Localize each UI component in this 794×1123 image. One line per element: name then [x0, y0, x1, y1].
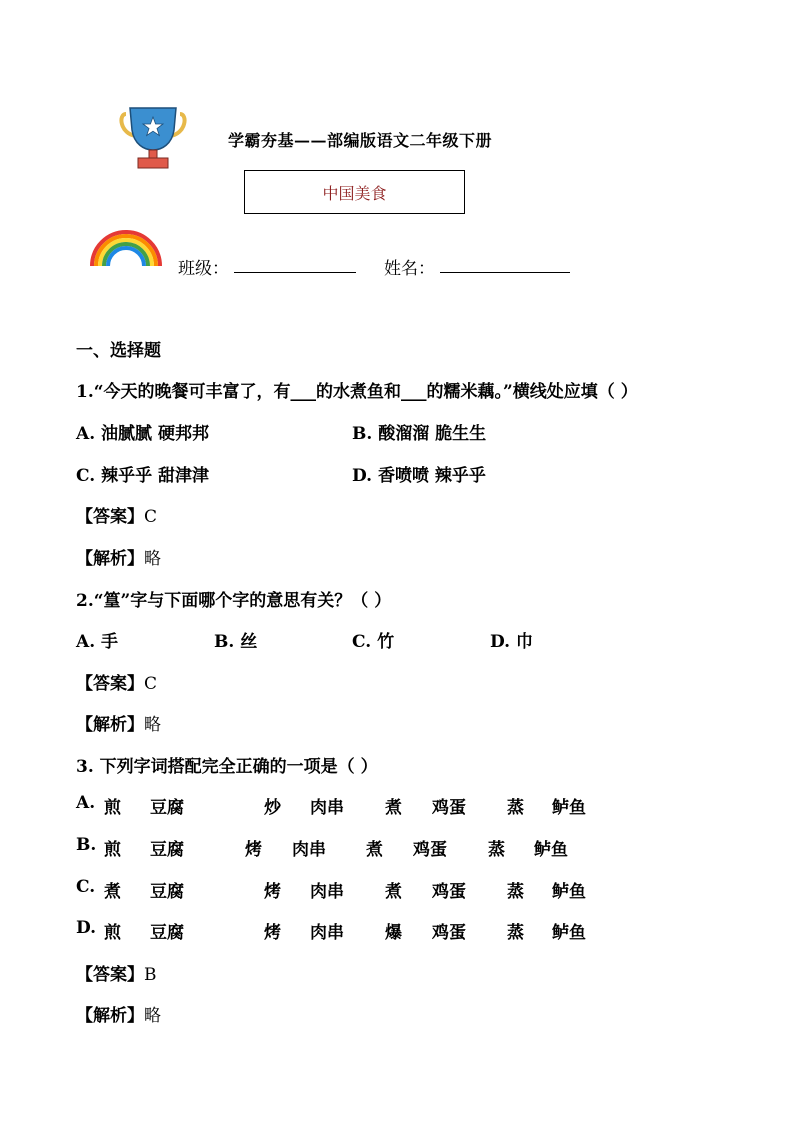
q2-stem: 2.“篁”字与下面哪个字的意思有关？（ ）	[76, 591, 392, 611]
q3-verb: 蒸	[507, 923, 524, 943]
q3-noun: 鸡蛋	[413, 840, 447, 860]
q3-noun: 肉串	[310, 923, 344, 943]
name-field[interactable]	[440, 272, 570, 273]
analysis-label: 【解析】	[76, 1006, 144, 1026]
q1-option-a: A. 油腻腻 硬邦邦	[76, 424, 209, 444]
q3-noun: 鸡蛋	[432, 923, 466, 943]
q3-verb: 煮	[366, 840, 383, 860]
analysis-label: 【解析】	[76, 549, 144, 569]
q3-noun: 豆腐	[150, 798, 184, 818]
answer-label: 【答案】	[76, 965, 144, 985]
name-label: 姓名：	[384, 259, 435, 279]
section-title: 一、选择题	[76, 341, 161, 361]
q3-verb: 煮	[385, 882, 402, 902]
q3-noun: 豆腐	[150, 923, 184, 943]
q2-answer	[76, 669, 157, 694]
q1-answer	[76, 502, 157, 527]
q3-analysis	[76, 1001, 161, 1026]
answer-label: 【答案】	[76, 674, 144, 694]
q1-analysis	[76, 544, 161, 569]
q2-option-b: B. 丝	[214, 632, 258, 652]
topic-title: 中国美食	[322, 183, 387, 203]
q3-stem: 3. 下列字词搭配完全正确的一项是（ ）	[76, 757, 378, 777]
doc-title: 学霸夯基——部编版语文二年级下册	[228, 131, 493, 150]
topic-box	[244, 170, 465, 214]
q1-stem: 1.“今天的晚餐可丰富了，有___的水煮鱼和___的糯米藕。”横线处应填（ ）	[76, 382, 638, 402]
q3-noun: 鲈鱼	[552, 798, 586, 818]
q2-option-c: C. 竹	[352, 632, 395, 652]
q1-option-c: C. 辣乎乎 甜津津	[76, 466, 209, 486]
q3-noun: 肉串	[310, 798, 344, 818]
q3-noun: 豆腐	[150, 840, 184, 860]
q3-verb: 炒	[264, 798, 281, 818]
trophy-icon	[118, 104, 188, 170]
q3-verb: 煮	[385, 798, 402, 818]
q3-verb: 烤	[245, 840, 262, 860]
q1-option-d: D. 香喷喷 辣乎乎	[352, 466, 486, 486]
q2-analysis	[76, 710, 161, 735]
q3-verb: 蒸	[488, 840, 505, 860]
q3-option-letter: C.	[76, 877, 96, 897]
q3-noun: 鸡蛋	[432, 882, 466, 902]
q3-option-letter: B.	[76, 835, 97, 855]
q3-noun: 鸡蛋	[432, 798, 466, 818]
analysis-label: 【解析】	[76, 715, 144, 735]
analysis-value: 略	[144, 715, 161, 735]
analysis-value: 略	[144, 549, 161, 569]
q3-noun: 肉串	[310, 882, 344, 902]
q3-noun: 鲈鱼	[534, 840, 568, 860]
q3-verb: 爆	[385, 923, 402, 943]
q3-option-letter: A.	[76, 793, 96, 813]
answer-value: C	[144, 507, 158, 527]
q3-verb: 蒸	[507, 882, 524, 902]
q3-verb: 煎	[104, 798, 121, 818]
q3-verb: 烤	[264, 882, 281, 902]
answer-value: C	[144, 674, 158, 694]
answer-label: 【答案】	[76, 507, 144, 527]
rainbow-icon	[88, 226, 164, 268]
q3-noun: 鲈鱼	[552, 923, 586, 943]
q3-noun: 肉串	[292, 840, 326, 860]
analysis-value: 略	[144, 1006, 161, 1026]
q2-option-a: A. 手	[76, 632, 119, 652]
q3-verb: 蒸	[507, 798, 524, 818]
q3-answer	[76, 960, 157, 985]
q3-verb: 煮	[104, 882, 121, 902]
q3-noun: 豆腐	[150, 882, 184, 902]
q3-verb: 煎	[104, 840, 121, 860]
q2-option-d: D. 巾	[490, 632, 533, 652]
q3-noun: 鲈鱼	[552, 882, 586, 902]
q3-verb: 煎	[104, 923, 121, 943]
q3-option-letter: D.	[76, 918, 97, 938]
q1-option-b: B. 酸溜溜 脆生生	[352, 424, 487, 444]
class-label: 班级：	[178, 259, 229, 279]
q3-verb: 烤	[264, 923, 281, 943]
class-field[interactable]	[234, 272, 356, 273]
answer-value: B	[144, 965, 157, 985]
